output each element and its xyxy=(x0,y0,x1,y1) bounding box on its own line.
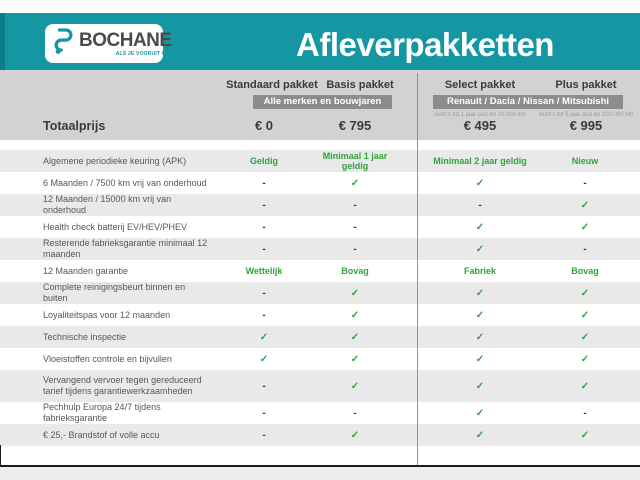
table-row xyxy=(0,402,640,424)
cell-value: Wettelijk xyxy=(245,266,283,276)
page-title: Afleverpakketten xyxy=(296,26,554,63)
dash-icon: - xyxy=(583,407,587,419)
logo-brand-text: BOCHANE xyxy=(79,29,172,51)
check-icon: ✓ xyxy=(350,177,360,189)
logo-tagline: ALS JE VOORUIT WIL xyxy=(115,50,172,57)
cell-value: Bovag xyxy=(571,266,599,276)
header-accent-stripe xyxy=(0,13,5,70)
row-label: Vloeistoffen controle en bijvullen xyxy=(43,353,172,364)
cell-value: Minimaal 2 jaar geldig xyxy=(433,156,527,166)
dash-icon: - xyxy=(583,177,587,189)
table-row xyxy=(0,238,640,260)
table-row xyxy=(0,216,640,238)
column-header-plus: Plus pakket xyxy=(555,79,617,91)
dash-icon: - xyxy=(478,199,482,211)
row-label: 6 Maanden / 7500 km vrij van onderhoud xyxy=(43,177,207,188)
table-row xyxy=(0,348,640,370)
price-standaard: € 0 xyxy=(254,118,274,133)
row-label: Complete reinigingsbeurt binnen en buiten xyxy=(43,282,186,303)
cell-value: Geldig xyxy=(249,156,278,166)
check-icon: ✓ xyxy=(475,331,485,343)
dash-icon: - xyxy=(353,221,357,233)
check-icon: ✓ xyxy=(350,353,360,365)
table-header-band xyxy=(0,70,640,140)
check-icon: ✓ xyxy=(475,309,485,321)
table-row xyxy=(0,326,640,348)
check-icon: ✓ xyxy=(350,429,360,441)
table-row xyxy=(0,424,640,446)
check-icon: ✓ xyxy=(350,331,360,343)
table-row xyxy=(0,194,640,216)
table-row xyxy=(0,260,640,282)
row-label: Algemene periodieke keuring (APK) xyxy=(43,155,187,166)
cell-value: Bovag xyxy=(341,266,369,276)
banner-brand-list: Renault / Dacia / Nissan / Mitsubishi xyxy=(433,95,623,109)
dash-icon: - xyxy=(353,407,357,419)
plus-subtext: Auto's tot 5 jaar oud en 100.000 km xyxy=(538,112,634,118)
column-header-standaard: Standaard pakket xyxy=(226,79,318,91)
row-label: Health check batterij EV/HEV/PHEV xyxy=(43,221,188,232)
check-icon: ✓ xyxy=(580,199,590,211)
check-icon: ✓ xyxy=(475,221,485,233)
check-icon: ✓ xyxy=(259,331,269,343)
dash-icon: - xyxy=(262,177,266,189)
check-icon: ✓ xyxy=(259,353,269,365)
section-divider xyxy=(417,73,418,466)
bottom-strip xyxy=(0,467,640,480)
check-icon: ✓ xyxy=(475,380,485,392)
check-icon: ✓ xyxy=(580,353,590,365)
bochane-logo-icon xyxy=(53,26,75,61)
row-label: 12 Maanden garantie xyxy=(43,265,129,276)
dash-icon: - xyxy=(262,429,266,441)
bochane-logo xyxy=(45,24,172,63)
bottom-left-border xyxy=(0,445,1,466)
check-icon: ✓ xyxy=(475,177,485,189)
check-icon: ✓ xyxy=(350,309,360,321)
price-basis: € 795 xyxy=(338,118,372,133)
column-header-select: Select pakket xyxy=(444,79,516,91)
table-row xyxy=(0,304,640,326)
row-label: Vervangend vervoer tegen gereduceerd tarief tijdens garantiewerkzaamheden xyxy=(43,375,202,396)
check-icon: ✓ xyxy=(475,287,485,299)
dash-icon: - xyxy=(262,199,266,211)
dash-icon: - xyxy=(262,243,266,255)
price-select: € 495 xyxy=(463,118,497,133)
table-row xyxy=(0,282,640,304)
check-icon: ✓ xyxy=(580,331,590,343)
dash-icon: - xyxy=(262,287,266,299)
check-icon: ✓ xyxy=(580,380,590,392)
check-icon: ✓ xyxy=(580,309,590,321)
price-plus: € 995 xyxy=(569,118,603,133)
check-icon: ✓ xyxy=(350,287,360,299)
column-header-basis: Basis pakket xyxy=(326,79,394,91)
row-label: Resterende fabrieksgarantie minimaal 12 maanden xyxy=(43,238,208,259)
check-icon: ✓ xyxy=(580,221,590,233)
total-price-label: Totaalprijs xyxy=(43,119,106,133)
row-label: € 25,- Brandstof of volle accu xyxy=(43,429,160,440)
banner-all-brands: Alle merken en bouwjaren xyxy=(253,95,392,109)
row-label: Pechhulp Europa 24/7 tijdens fabrieksgarantie xyxy=(43,402,161,423)
row-label: Loyaliteitspas voor 12 maanden xyxy=(43,309,171,320)
dash-icon: - xyxy=(353,243,357,255)
check-icon: ✓ xyxy=(475,407,485,419)
dash-icon: - xyxy=(262,221,266,233)
select-subtext: Auto's tot 1 jaar oud en 20.000 km xyxy=(434,112,526,118)
check-icon: ✓ xyxy=(350,380,360,392)
dash-icon: - xyxy=(583,243,587,255)
table-rows xyxy=(0,150,640,446)
check-icon: ✓ xyxy=(580,429,590,441)
dash-icon: - xyxy=(262,407,266,419)
table-row xyxy=(0,172,640,194)
dash-icon: - xyxy=(353,199,357,211)
check-icon: ✓ xyxy=(475,243,485,255)
table-row xyxy=(0,150,640,172)
cell-value: Nieuw xyxy=(571,156,599,166)
cell-value: Fabriek xyxy=(463,266,496,276)
row-label: 12 Maanden / 15000 km vrij van onderhoud xyxy=(43,194,172,215)
check-icon: ✓ xyxy=(580,287,590,299)
dash-icon: - xyxy=(262,380,266,392)
cell-value: Minimaal 1 jaar geldig xyxy=(322,151,388,171)
row-label: Technische inspectie xyxy=(43,331,127,342)
check-icon: ✓ xyxy=(475,429,485,441)
table-row xyxy=(0,370,640,402)
dash-icon: - xyxy=(262,309,266,321)
check-icon: ✓ xyxy=(475,353,485,365)
